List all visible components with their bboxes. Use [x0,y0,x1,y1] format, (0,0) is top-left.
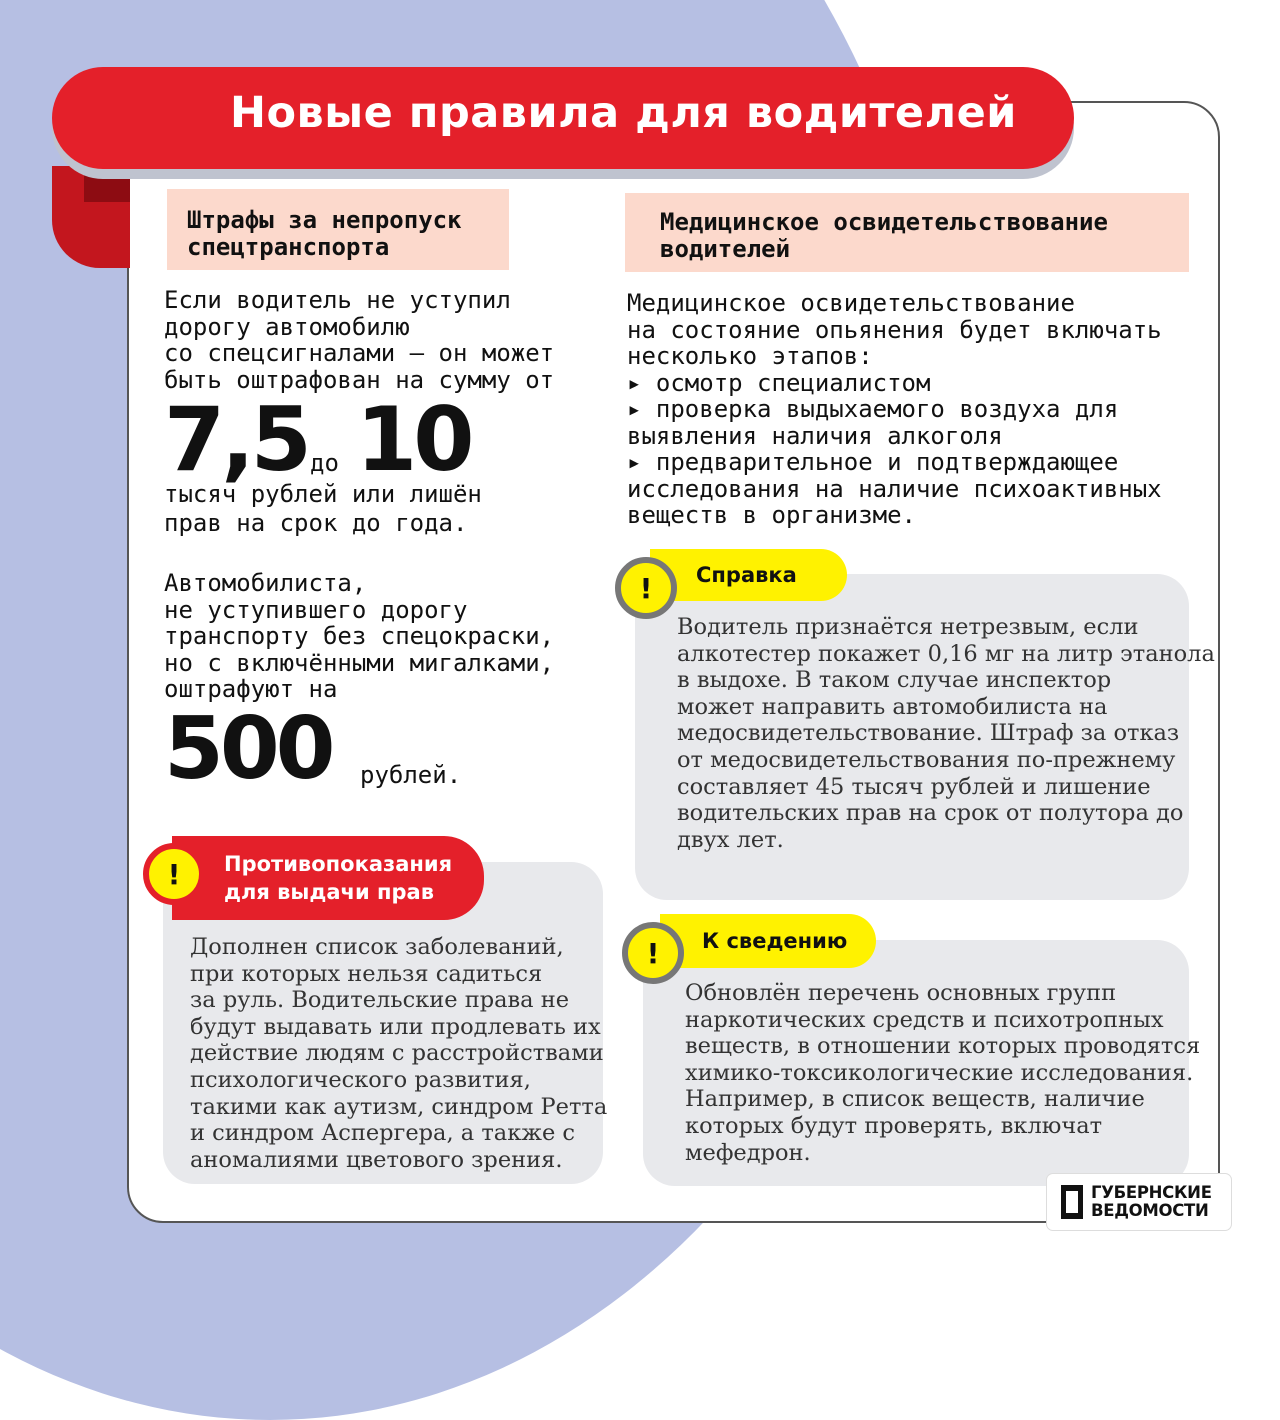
fine-outro-text: тысяч рублей или лишён прав на срок до года. [164,480,482,537]
fine-max-value: 10 [356,388,471,491]
exclamation-icon: ! [622,922,684,984]
fine-to-label: до [310,449,339,477]
fine2-unit: рублей. [360,761,462,789]
contra-text: Дополнен список заболеваний, при которых нельзя садиться за руль. Водительские права не будут выдавать или продлевать их действие людям с расстройствами психологического развития, такими как аутизм, синдром Ретта и синдром Аспергера, а также с аномалиями цветового зрения. [190,934,608,1173]
fine2-value: 500 [164,699,332,799]
right-section-header [625,193,1189,272]
fine-intro-text: Если водитель не уступил дорогу автомобилю со спецсигналами — он может быть оштрафован на сумму от [164,286,555,394]
exclamation-icon: ! [143,843,205,905]
left-section-header [167,189,509,270]
exclamation-icon: ! [615,557,677,619]
ribbon-fold-shadow [84,166,130,202]
page-title: Новые правила для водителей [230,88,1017,138]
flasher-fine-text: Автомобилиста, не уступившего дорогу транспорту без спецокраски, но с включёнными мигалками, оштрафуют на [164,569,555,703]
publisher-logo [1047,1174,1231,1230]
medical-exam-text: Медицинское освидетельствование на состояние опьянения будет включать несколько этапов: ▸ осмотр специалистом ▸ проверка выдыхаемого воздуха для выявления наличия алкоголя ▸ предварительное и подтверждающее исследования на наличие психоактивных веществ в организме. [627,289,1162,529]
fine-min-value: 7,5 [164,388,308,491]
logo-mark-icon [1061,1185,1083,1219]
svedenie-text: Обновлён перечень основных групп наркотических средств и психотропных веществ, в отношении которых проводятся химико-токсикологические исследования. Например, в список веществ, наличие которых будут проверять, включат мефедрон. [685,980,1201,1166]
right-section-title: Медицинское освидетельствование водителей [660,208,1108,263]
svedenie-tag: К сведению [660,914,876,968]
left-section-title: Штрафы за непропуск спецтранспорта [187,206,462,261]
spravka-tag: Справка [650,549,847,601]
logo-text: ГУБЕРНСКИЕ ВЕДОМОСТИ [1091,1183,1212,1220]
contra-tag: Противопоказания для выдачи прав [172,836,484,920]
spravka-text: Водитель признаётся нетрезвым, если алкотестер покажет 0,16 мг на литр этанола в выдохе. В таком случае инспектор может направить автомобилиста на медосвидетельствование. Штраф за отказ от медосвидетельствования по-прежнему составляет 45 тысяч рублей и лишение водительских прав на срок от полутора до двух лет. [677,614,1215,853]
